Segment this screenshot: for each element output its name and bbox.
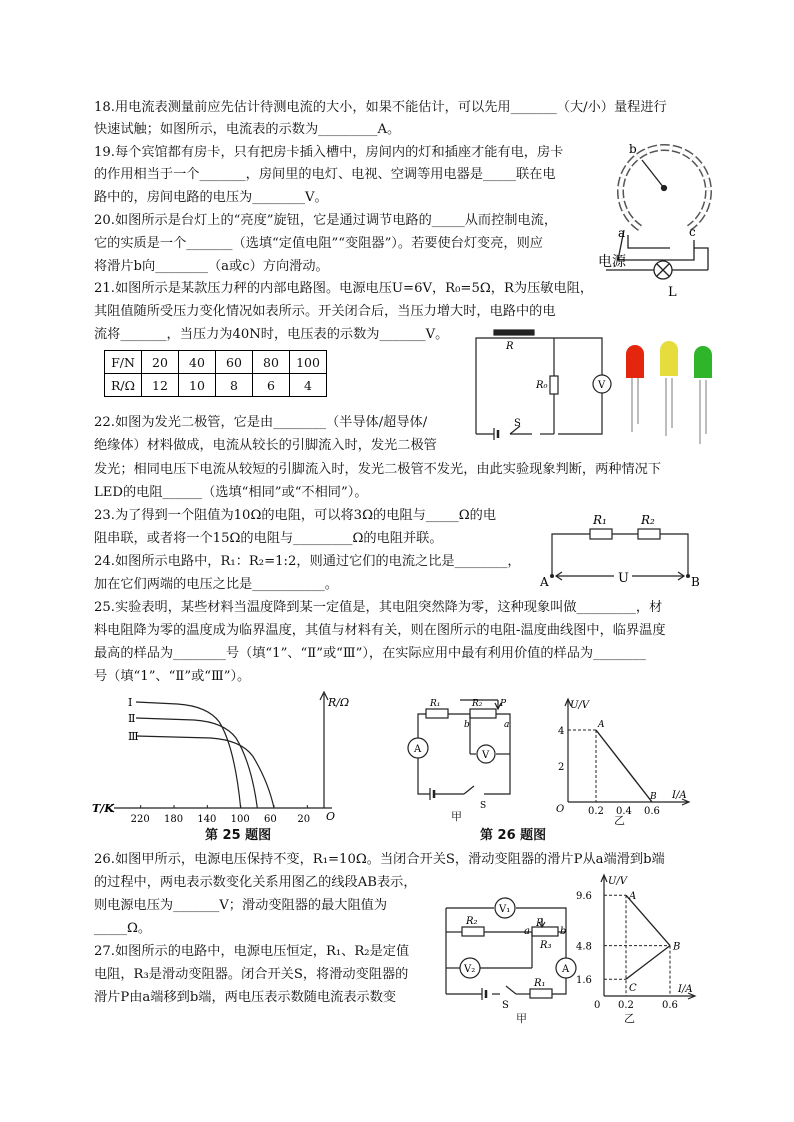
y-tick-label: 4.8 (576, 941, 592, 953)
series-circuit-figure (540, 508, 708, 590)
q20-line3: 将滑片b向________（a或c）方向滑动。 (94, 259, 329, 274)
label-yi-26: 乙 (614, 814, 625, 827)
q26-line4: _____Ω。 (94, 921, 152, 936)
point-a: A (629, 891, 637, 903)
y-tick-label: 2 (558, 762, 565, 773)
x-tick-label: 180 (164, 814, 184, 825)
x-axis-label: I/A (672, 790, 687, 801)
power-source-label: 电源 (598, 254, 626, 270)
q19-line2: 的作用相当于一个_______，房间里的电灯、电视、空调等用电器是_____联在电 (94, 167, 556, 182)
b-label: b (560, 926, 567, 937)
q21-line2: 其阻值随所受压力变化情况如表所示。开关闭合后，当压力增大时，电路中的电 (94, 304, 556, 319)
terminal-b: b (629, 142, 637, 156)
y-tick-label: 4 (558, 726, 565, 737)
switch-s: S (502, 1000, 509, 1011)
x-tick-label: 20 (297, 814, 311, 825)
origin-label: 0 (594, 1000, 601, 1011)
q26-ui-chart (548, 694, 698, 817)
table-cell: 8 (216, 374, 253, 397)
lamp-label: L (668, 285, 677, 300)
x-tick-label: 100 (230, 814, 250, 825)
q22-line1: 22.如图为发光二极管，它是由________（半导体/超导体/ (94, 415, 428, 430)
a-label: a (524, 926, 530, 937)
v1-label: V₁ (499, 904, 511, 915)
q24-line2: 加在它们两端的电压之比是___________。 (94, 577, 338, 592)
resistor-r0: R₀ (536, 380, 548, 391)
q25-line1: 25.实验表明，某些材料当温度降到某一定值是，其电阻突然降为零，这种现象叫做_________，材 (94, 600, 663, 615)
table-cell: 12 (142, 374, 179, 397)
terminal-c: c (689, 225, 696, 239)
q26-line3: 则电源电压为_______V；滑动变阻器的最大阻值为 (94, 898, 388, 913)
q26-line1: 26.如图甲所示，电源电压保持不变，R₁=10Ω。当闭合开关S，滑动变阻器的滑片P从a端滑到b端 (94, 852, 665, 867)
segment-cb (626, 946, 670, 980)
q24-line1: 24.如图所示电路中，R₁：R₂=1:2，则通过它们的电流之比是________， (94, 554, 521, 569)
q27-circuit-jia (436, 896, 582, 1012)
red-led (626, 345, 644, 378)
table-cell: 80 (253, 351, 290, 374)
r3-label: R₃ (540, 940, 552, 951)
q26-circuit-jia (400, 694, 530, 814)
x-tick-label: 0.2 (588, 806, 604, 817)
x-axis-label: T/K (92, 802, 114, 815)
q22-line2: 绝缘体）材料做成，电流从较长的引脚流入时，发光二极管 (94, 438, 437, 453)
point-c: C (629, 983, 637, 995)
r1-label: R₁ (430, 699, 441, 709)
q20-line2: 它的实质是一个_______（选填“定值电阻”“变阻器”）。若要使台灯变亮，则应 (94, 236, 543, 251)
x-axis-label: I/A (678, 984, 693, 995)
knob-circuit-figure (594, 140, 716, 300)
voltmeter-label: V (482, 750, 490, 761)
q26-line2: 的过程中，两电表示数变化关系用图乙的线段AB表示， (94, 875, 417, 890)
q25-line3: 最高的样品为________号（填“1”、“Ⅱ”或“Ⅲ”），在实际应用中最有利用价值的样品为________ (94, 646, 646, 661)
p-label: P (500, 699, 507, 709)
table-header-r: R/Ω (105, 374, 142, 397)
q21-line3: 流将_______，当压力为40N时，电压表的示数为_______V。 (94, 327, 449, 342)
caption-fig25: 第 25 题图 (205, 828, 272, 843)
table-cell: 10 (179, 374, 216, 397)
ammeter-label: A (414, 744, 422, 755)
rt-curve-1 (136, 702, 241, 808)
r2-label: R₂ (466, 916, 478, 927)
caption-fig26: 第 26 题图 (480, 828, 547, 843)
x-tick-label: 140 (197, 814, 217, 825)
x-tick-label: 60 (264, 814, 277, 825)
label-jia-26: 甲 (451, 810, 462, 823)
q25-line4: 号（填“1”、“Ⅱ”或“Ⅲ”）。 (94, 669, 251, 684)
y-axis-label: R/Ω (328, 696, 350, 709)
table-cell: 40 (179, 351, 216, 374)
y-tick-label: 9.6 (576, 891, 592, 903)
x-tick-label: 0.4 (616, 806, 632, 817)
yellow-led (660, 341, 678, 376)
x-tick-label: 0.2 (618, 1000, 634, 1011)
q27-ui-chart (574, 868, 704, 1010)
q20-line1: 20.如图所示是台灯上的“亮度”旋钮，它是通过调节电路的_____从而控制电流， (94, 213, 558, 228)
x-tick-label: 220 (130, 814, 150, 825)
switch-s: S (480, 801, 487, 811)
q19-line1: 19.每个宾馆都有房卡，只有把房卡插入槽中，房间内的灯和插座才能有电，房卡 (94, 145, 564, 160)
resistance-temperature-chart (92, 688, 350, 825)
q19-line3: 路中的，房间电路的电压为________V。 (94, 190, 328, 205)
resistor-r: R (506, 341, 514, 352)
table-header-f: F/N (105, 351, 142, 374)
pressure-scale-circuit (470, 326, 610, 444)
terminal-a: a (618, 226, 626, 240)
point-b: B (691, 575, 700, 589)
y-tick-label: 1.6 (576, 975, 592, 987)
led-photo (622, 340, 722, 452)
q18-line1: 18.用电流表测量前应先估计待测电流的大小，如果不能估计，可以先用_______（大/小）量程进行 (94, 100, 667, 115)
slider-arm (642, 160, 664, 188)
voltage-u: U (618, 571, 629, 586)
y-axis-label: U/V (608, 876, 628, 887)
p-label: P (536, 918, 543, 929)
green-led (694, 346, 712, 378)
segment-ab (596, 730, 652, 802)
point-b: B (650, 792, 657, 802)
force-resistance-table (104, 350, 327, 397)
y-axis-label: U/V (570, 700, 590, 711)
q22-line3: 发光；相同电压下电流从较短的引脚流入时，发光二极管不发光，由此实验现象判断，两种情况下 (94, 462, 662, 477)
origin-label: O (556, 804, 565, 815)
table-cell: 100 (290, 351, 327, 374)
table-cell: 60 (216, 351, 253, 374)
r1-label: R₁ (534, 978, 546, 989)
v2-label: V₂ (464, 964, 476, 975)
switch-s: S (514, 418, 521, 429)
curve-label: Ⅱ (128, 712, 136, 725)
point-b: B (673, 941, 681, 953)
x-tick-label: 0.6 (662, 1000, 678, 1011)
r1-label: R₁ (593, 513, 607, 527)
q27-line2: 电阻，R₃是滑动变阻器。闭合开关S，将滑动变阻器的 (94, 967, 409, 982)
q21-line1: 21.如图所示是某款压力秤的内部电路图。电源电压U=6V，R₀=5Ω，R为压敏电阻， (94, 281, 594, 296)
q18-line2: 快速试触；如图所示，电流表的示数为_________A。 (94, 122, 401, 137)
point-a: A (598, 720, 605, 730)
table-cell: 4 (290, 374, 327, 397)
b-label: b (464, 720, 470, 730)
table-cell: 20 (142, 351, 179, 374)
voltmeter-label: V (598, 380, 606, 391)
q25-line2: 料电阻降为零的温度成为临界温度，其值与材料有关，则在图所示的电阻-温度曲线图中，临界温度 (94, 623, 666, 638)
r2-label: R₂ (641, 513, 655, 527)
curve-label: Ⅰ (128, 696, 133, 709)
ammeter-label: A (562, 964, 570, 975)
curve-label: Ⅲ (128, 730, 139, 743)
q27-line3: 滑片P由a端移到b端，两电压表示数随电流表示数变 (94, 990, 397, 1005)
table-cell: 6 (253, 374, 290, 397)
q22-line4: LED的电阻______（选填“相同”或“不相同”）。 (94, 485, 368, 500)
q27-line1: 27.如图所示的电路中，电源电压恒定，R₁、R₂是定值 (94, 944, 410, 959)
label-jia-27: 甲 (516, 1012, 527, 1025)
origin-label: O (326, 810, 336, 823)
segment-ab (626, 895, 670, 945)
q23-line2: 阻串联，或者将一个15Ω的电阻与_________Ω的电阻并联。 (94, 531, 443, 546)
label-yi-27: 乙 (624, 1012, 635, 1025)
rt-curve-3 (136, 736, 274, 808)
r2-label: R₂ (472, 699, 483, 709)
point-a: A (540, 575, 549, 589)
a-label: a (504, 720, 510, 730)
x-tick-label: 0.6 (644, 806, 660, 817)
q23-line1: 23.为了得到一个阻值为10Ω的电阻，可以将3Ω的电阻与_____Ω的电 (94, 508, 497, 523)
